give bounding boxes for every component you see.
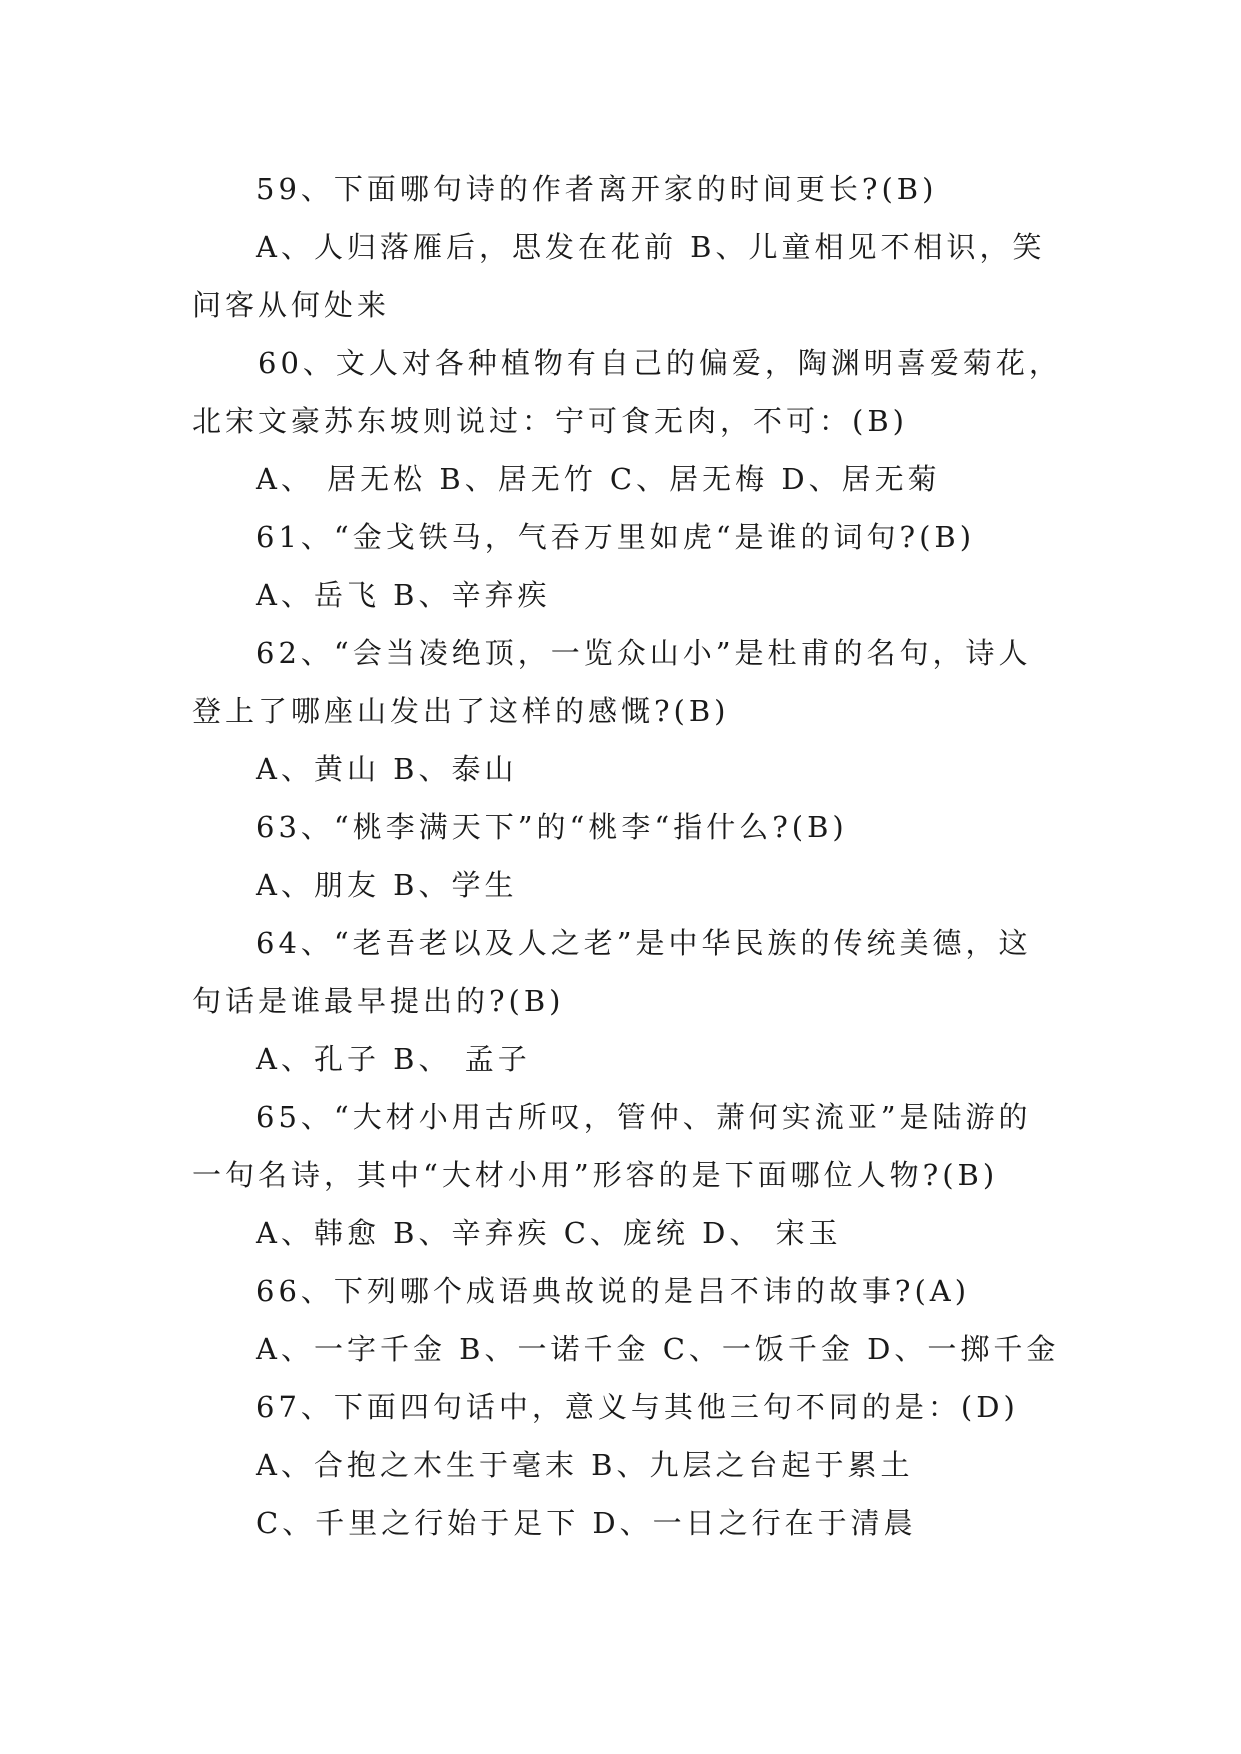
question-64: 64、“老吾老以及人之老”是中华民族的传统美德，这	[256, 926, 1032, 960]
question-64-options: A、孔子 B、 孟子	[256, 1042, 531, 1076]
question-61: 61、“金戈铁马，气吞万里如虎“是谁的词句?(B)	[256, 520, 976, 554]
question-60: 60、文人对各种植物有自己的偏爱，陶渊明喜爱菊花，	[258, 346, 1062, 380]
question-65-cont: 一句名诗，其中“大材小用”形容的是下面哪位人物?(B)	[192, 1158, 999, 1192]
question-64-cont: 句话是谁最早提出的?(B)	[192, 984, 565, 1018]
question-59-options-cont: 问客从何处来	[192, 288, 391, 322]
question-59: 59、下面哪句诗的作者离开家的时间更长?(B)	[256, 172, 938, 206]
question-65: 65、“大材小用古所叹，管仲、萧何实流亚”是陆游的	[256, 1100, 1032, 1134]
question-63: 63、“桃李满天下”的“桃李“指什么?(B)	[256, 810, 848, 844]
question-62: 62、“会当凌绝顶，一览众山小”是杜甫的名句，诗人	[256, 636, 1032, 670]
question-62-cont: 登上了哪座山发出了这样的感慨?(B)	[192, 694, 730, 728]
question-67-options-ab: A、合抱之木生于毫末 B、九层之台起于累土	[256, 1448, 914, 1482]
question-59-options: A、人归落雁后，思发在花前 B、儿童相见不相识，笑	[256, 230, 1046, 264]
question-60-cont: 北宋文豪苏东坡则说过：宁可食无肉，不可：(B)	[192, 404, 908, 438]
question-67: 67、下面四句话中，意义与其他三句不同的是：(D)	[256, 1390, 1019, 1424]
question-60-options: A、 居无松 B、居无竹 C、居无梅 D、居无菊	[256, 462, 941, 496]
quiz-text-block	[192, 160, 1072, 1552]
question-62-options: A、黄山 B、泰山	[256, 752, 518, 786]
question-67-options-cd: C、千里之行始于足下 D、一日之行在于清晨	[256, 1506, 917, 1540]
question-66-options: A、一字千金 B、一诺千金 C、一饭千金 D、一掷千金	[256, 1332, 1060, 1366]
question-63-options: A、朋友 B、学生	[256, 868, 518, 902]
question-65-options: A、韩愈 B、辛弃疾 C、庞统 D、 宋玉	[256, 1216, 842, 1250]
question-66: 66、下列哪个成语典故说的是吕不讳的故事?(A)	[256, 1274, 971, 1308]
question-61-options: A、岳飞 B、辛弃疾	[256, 578, 551, 612]
